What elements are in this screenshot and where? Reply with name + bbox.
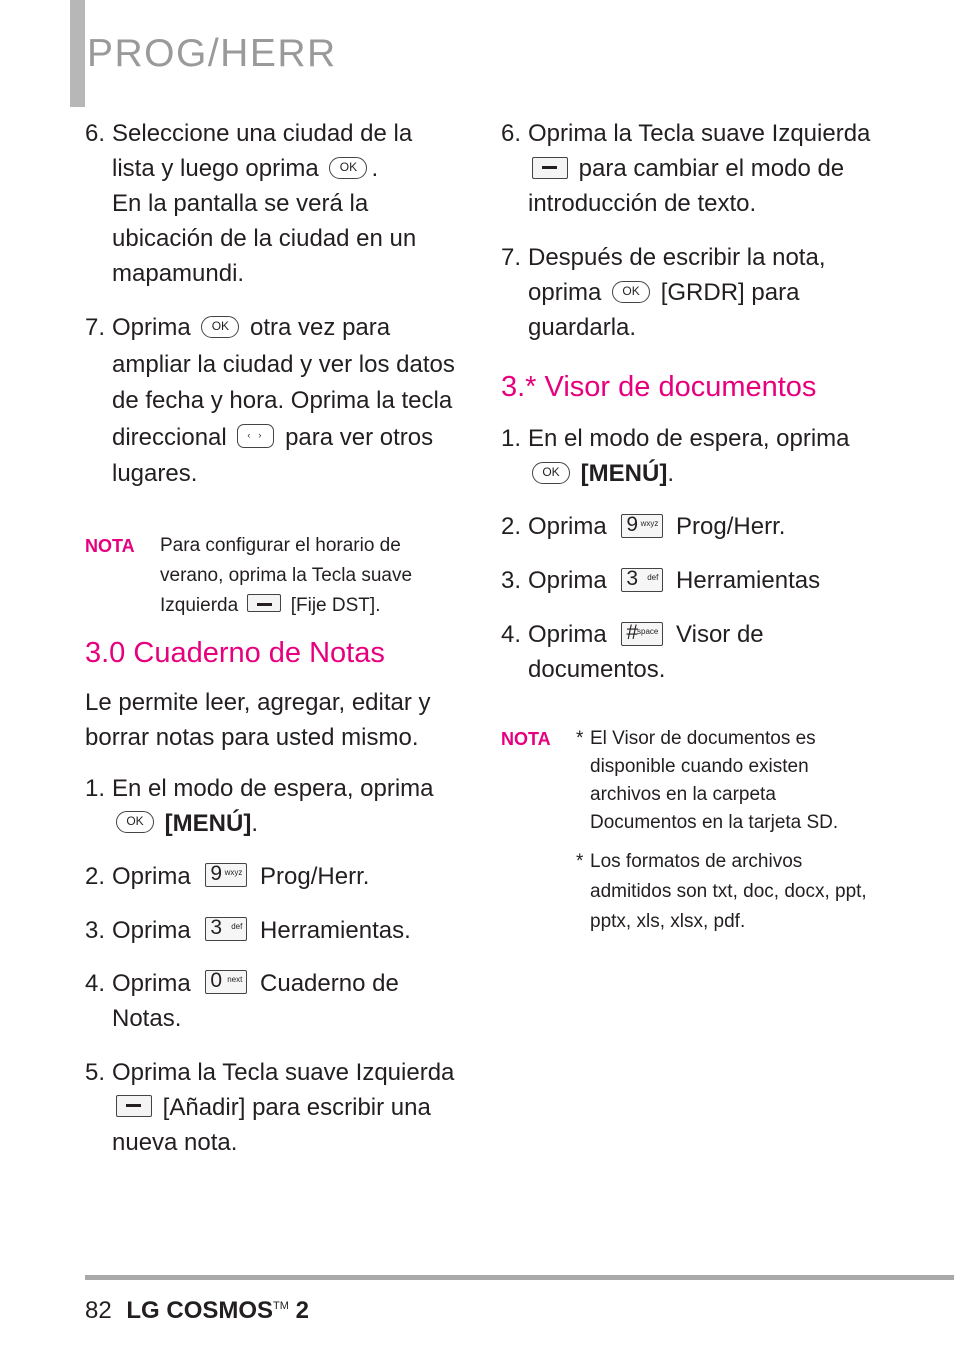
step-command: [MENÚ] (164, 809, 252, 837)
section-title: 3.* Visor de documentos (501, 371, 817, 403)
step-text: Oprima (528, 513, 607, 540)
page-title: PROG/HERR (87, 32, 337, 75)
brand-name (126, 1297, 309, 1324)
key-letters: next (227, 975, 243, 985)
step-command: Visor de documentos (528, 621, 764, 683)
key-digit: 3 (210, 916, 223, 940)
step-command: Cuaderno de Notas (112, 969, 399, 1032)
key-0-icon (205, 970, 247, 994)
page-footer (85, 1291, 309, 1326)
step-number: 4. (85, 969, 106, 997)
list-item (501, 116, 871, 221)
step-text: otra vez para ampliar la ciudad y ver los datos de fecha y hora. Oprima la tecla direccional (112, 314, 455, 451)
step-text: . (362, 862, 370, 890)
list-item (85, 966, 455, 1036)
ok-key-icon: OK (612, 281, 650, 303)
note-block (501, 725, 871, 937)
key-9-icon (205, 863, 247, 887)
step-command: Herramientas (676, 567, 821, 594)
step-number: 3. (85, 916, 106, 944)
step-text: para ver otros lugares. (112, 423, 434, 487)
step-text: para cambiar el modo de introducción de texto. (528, 155, 845, 217)
list-item (85, 310, 455, 493)
section-intro: Le permite leer, agregar, editar y borrar notas para usted mismo. (85, 688, 431, 751)
step-command: [GRDR] (660, 279, 745, 306)
note-text: El Visor de documentos es disponible cuando existen archivos en la carpeta Documentos en la tarjeta SD. (590, 728, 839, 833)
key-letters: def (231, 922, 243, 932)
step-number: 6. (501, 120, 522, 147)
step-text: Seleccione una ciudad de la lista y luego oprima (112, 120, 413, 182)
list-item (501, 509, 871, 544)
key-digit: # (626, 620, 639, 644)
key-digit: 3 (626, 566, 639, 590)
key-3-icon (621, 568, 663, 592)
step-text: Oprima (112, 969, 191, 997)
step-number: 7. (85, 314, 106, 341)
header-accent-bar (70, 0, 85, 107)
step-text: . (404, 916, 411, 944)
step-command: [Añadir] (162, 1093, 246, 1121)
step-text: . (658, 656, 666, 683)
key-letters: def (647, 572, 659, 582)
step-text: . (667, 460, 674, 487)
step-text: para guardarla. (528, 279, 800, 341)
ok-key-icon: OK (201, 316, 239, 338)
bullet-star: * (576, 728, 584, 749)
list-item (85, 913, 455, 948)
step-number: 7. (501, 244, 522, 271)
key-digit: 9 (626, 512, 639, 536)
step-text: . (174, 1004, 182, 1032)
directional-key-icon: ‹› (237, 424, 274, 448)
step-text: para escribir una nueva nota. (112, 1093, 431, 1156)
page-number: 82 (85, 1297, 112, 1324)
list-item (85, 771, 455, 841)
brand-text: LG COSMOS (126, 1297, 274, 1324)
ok-key-icon: OK (116, 811, 154, 833)
step-text: . (371, 155, 379, 182)
ok-key-icon: OK (329, 157, 367, 179)
key-hash-icon (621, 622, 663, 646)
key-letters: space (637, 626, 659, 636)
ok-key-icon: OK (532, 462, 570, 484)
key-letters: wxyz (640, 518, 659, 528)
step-text: Oprima (112, 314, 191, 341)
left-soft-key-icon (247, 594, 281, 612)
list-item (501, 240, 871, 345)
right-column (501, 116, 871, 937)
step-command: Herramientas (260, 916, 405, 944)
step-command: Prog/Herr (676, 513, 779, 540)
list-item (85, 1055, 455, 1160)
step-number: 4. (501, 621, 522, 648)
step-text: En la pantalla se verá la ubicación de la ciudad en un mapamundi. (112, 190, 417, 287)
note-block (85, 531, 455, 621)
step-number: 3. (501, 567, 522, 594)
note-text: . (375, 594, 381, 616)
step-text: Oprima la Tecla suave Izquierda (112, 1058, 455, 1086)
list-item (85, 859, 455, 894)
step-text: Oprima la Tecla suave Izquierda (528, 120, 871, 147)
step-text: Oprima (528, 621, 607, 648)
note-tag: NOTA (85, 535, 135, 556)
note-command: [Fije DST] (290, 594, 376, 616)
step-text: Oprima (528, 567, 607, 594)
note-item (576, 725, 871, 837)
step-text: En el modo de espera, oprima (112, 774, 434, 802)
key-3-icon (205, 917, 247, 941)
left-soft-key-icon (116, 1095, 152, 1117)
step-number: 5. (85, 1058, 106, 1086)
list-item (501, 617, 871, 687)
key-letters: wxyz (224, 868, 243, 878)
step-number: 6. (85, 120, 106, 147)
left-column (85, 116, 455, 1160)
list-item (501, 421, 871, 491)
left-soft-key-icon (532, 157, 568, 179)
step-number: 1. (501, 425, 522, 452)
step-number: 2. (501, 513, 522, 540)
note-text: Para configurar el horario de verano, oprima la Tecla suave Izquierda (160, 534, 413, 616)
step-text: . (778, 513, 786, 540)
step-number: 2. (85, 862, 106, 890)
step-text: Oprima (112, 916, 191, 944)
model-number: 2 (295, 1297, 309, 1324)
step-command: Prog/Herr (260, 862, 363, 890)
step-text: . (251, 809, 258, 837)
key-digit: 9 (210, 862, 223, 886)
section-title: 3.0 Cuaderno de Notas (85, 636, 385, 669)
list-item (85, 116, 455, 291)
note-text: Los formatos de archivos admitidos son txt, doc, docx, ppt, pptx, xls, xlsx, pdf. (590, 851, 867, 932)
trademark: TM (273, 1300, 289, 1312)
note-tag: NOTA (501, 729, 551, 749)
step-command: [MENÚ] (580, 460, 668, 487)
note-item (576, 847, 871, 937)
step-text: En el modo de espera, oprima (528, 425, 850, 452)
key-digit: 0 (210, 969, 223, 993)
key-9-icon (621, 514, 663, 538)
step-text: Después de escribir la nota, oprima (528, 244, 826, 306)
list-item (501, 563, 871, 598)
step-number: 1. (85, 774, 106, 802)
footer-divider (85, 1275, 954, 1280)
step-text: Oprima (112, 862, 191, 890)
bullet-star: * (576, 851, 584, 872)
